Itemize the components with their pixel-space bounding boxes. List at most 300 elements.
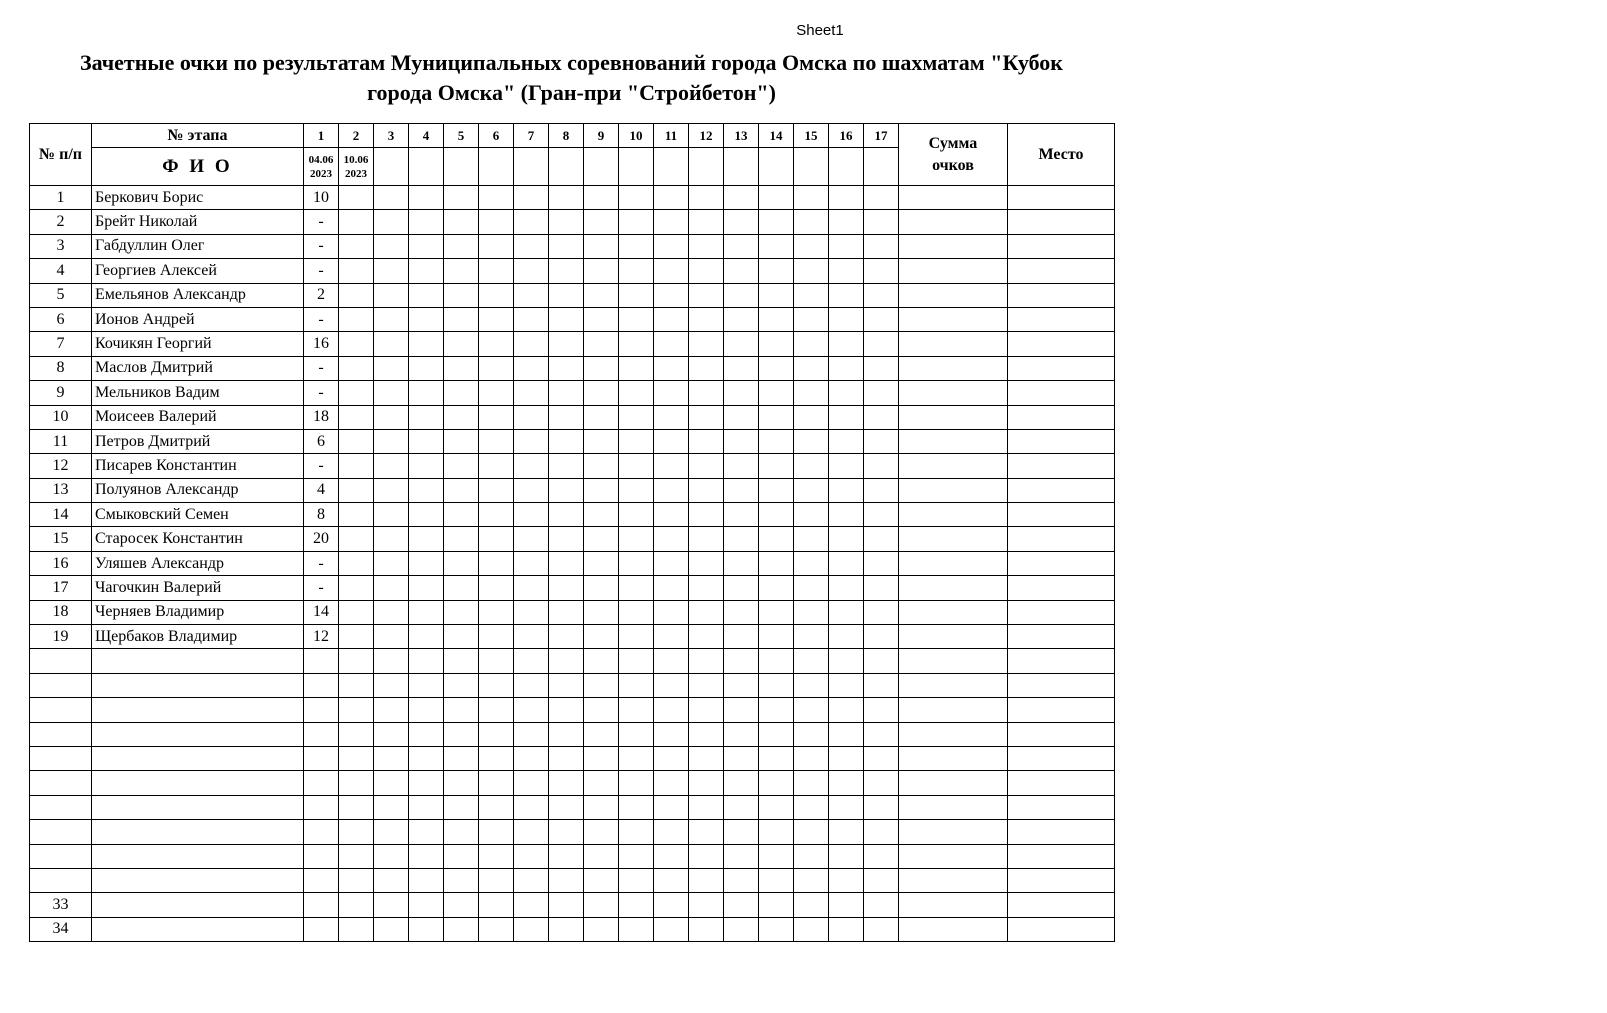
stage-score-cell — [514, 625, 549, 649]
stage-score-cell — [479, 454, 514, 478]
stage-score-cell — [549, 307, 584, 331]
stage-score-cell — [724, 771, 759, 795]
stage-score-cell — [794, 381, 829, 405]
stage-score-cell — [829, 722, 864, 746]
stage-score-cell — [619, 795, 654, 819]
stage-score-cell — [339, 307, 374, 331]
stage-score-cell — [724, 893, 759, 917]
header-stage-number: 17 — [864, 124, 899, 148]
player-name — [92, 673, 304, 697]
stage-score-cell — [619, 868, 654, 892]
row-number: 14 — [30, 503, 92, 527]
stage-score-cell — [689, 405, 724, 429]
stage-score-cell — [759, 844, 794, 868]
stage-score-cell — [864, 820, 899, 844]
stage-score-cell — [374, 698, 409, 722]
stage-score-cell — [864, 625, 899, 649]
stage-score-cell: - — [304, 551, 339, 575]
stage-score-cell: 12 — [304, 625, 339, 649]
stage-score-cell — [444, 234, 479, 258]
stage-score-cell: - — [304, 234, 339, 258]
player-name: Чагочкин Валерий — [92, 576, 304, 600]
stage-score-cell — [724, 332, 759, 356]
header-date-empty — [514, 148, 549, 186]
player-name: Черняев Владимир — [92, 600, 304, 624]
stage-score-cell — [409, 527, 444, 551]
stage-score-cell — [759, 576, 794, 600]
stage-score-cell — [374, 381, 409, 405]
player-name — [92, 771, 304, 795]
row-number: 13 — [30, 478, 92, 502]
stage-score-cell — [654, 868, 689, 892]
stage-score-cell — [304, 795, 339, 819]
stage-score-cell — [724, 673, 759, 697]
stage-score-cell — [514, 332, 549, 356]
stage-score-cell — [374, 844, 409, 868]
stage-score-cell — [479, 746, 514, 770]
row-number: 33 — [30, 893, 92, 917]
place-cell — [1008, 307, 1115, 331]
table-row — [30, 844, 1115, 868]
stage-score-cell — [409, 307, 444, 331]
place-cell — [1008, 893, 1115, 917]
place-cell — [1008, 600, 1115, 624]
stage-score-cell — [619, 503, 654, 527]
stage-score-cell — [549, 771, 584, 795]
header-stage-number: 13 — [724, 124, 759, 148]
player-name — [92, 893, 304, 917]
stage-score-cell — [339, 844, 374, 868]
stage-score-cell — [514, 356, 549, 380]
sum-cell — [899, 722, 1008, 746]
stage-score-cell — [584, 283, 619, 307]
place-cell — [1008, 771, 1115, 795]
place-cell — [1008, 698, 1115, 722]
stage-score-cell — [339, 478, 374, 502]
stage-score-cell — [549, 917, 584, 941]
place-cell — [1008, 649, 1115, 673]
stage-score-cell — [444, 893, 479, 917]
stage-score-cell — [619, 844, 654, 868]
stage-score-cell — [444, 381, 479, 405]
stage-score-cell — [584, 698, 619, 722]
stage-score-cell — [759, 210, 794, 234]
stage-score-cell — [374, 917, 409, 941]
stage-score-cell — [444, 478, 479, 502]
stage-score-cell — [724, 454, 759, 478]
stage-score-cell — [374, 259, 409, 283]
header-place: Место — [1008, 124, 1115, 186]
stage-score-cell — [794, 234, 829, 258]
stage-score-cell — [829, 576, 864, 600]
header-date-empty — [409, 148, 444, 186]
player-name: Писарев Константин — [92, 454, 304, 478]
row-number: 34 — [30, 917, 92, 941]
stage-score-cell — [339, 746, 374, 770]
stage-score-cell — [654, 698, 689, 722]
stage-score-cell — [724, 381, 759, 405]
stage-score-cell — [514, 283, 549, 307]
stage-score-cell — [654, 795, 689, 819]
header-stage-number: 6 — [479, 124, 514, 148]
table-row — [30, 576, 1115, 600]
stage-score-cell — [409, 356, 444, 380]
stage-score-cell — [654, 600, 689, 624]
stage-score-cell — [549, 356, 584, 380]
stage-score-cell — [409, 551, 444, 575]
stage-score-cell — [479, 259, 514, 283]
stage-score-cell — [619, 381, 654, 405]
stage-score-cell — [444, 454, 479, 478]
stage-score-cell — [759, 868, 794, 892]
stage-score-cell — [724, 356, 759, 380]
stage-score-cell — [444, 625, 479, 649]
header-date-empty — [654, 148, 689, 186]
stage-score-cell: - — [304, 381, 339, 405]
stage-score-cell — [689, 600, 724, 624]
sum-cell — [899, 698, 1008, 722]
stage-score-cell — [374, 454, 409, 478]
header-date-empty — [549, 148, 584, 186]
stage-score-cell — [759, 307, 794, 331]
stage-score-cell — [339, 210, 374, 234]
place-cell — [1008, 673, 1115, 697]
stage-score-cell — [304, 649, 339, 673]
table-row — [30, 868, 1115, 892]
stage-score-cell — [444, 405, 479, 429]
stage-score-cell — [794, 771, 829, 795]
header-sum-line-2: очков — [932, 156, 974, 174]
stage-score-cell — [409, 698, 444, 722]
stage-score-cell — [374, 771, 409, 795]
stage-score-cell — [374, 186, 409, 210]
table-row — [30, 234, 1115, 258]
stage-score-cell — [374, 868, 409, 892]
stage-score-cell — [619, 625, 654, 649]
stage-score-cell — [374, 503, 409, 527]
stage-score-cell — [514, 795, 549, 819]
stage-score-cell — [689, 283, 724, 307]
stage-score-cell — [759, 454, 794, 478]
row-number: 11 — [30, 429, 92, 453]
header-date-empty — [374, 148, 409, 186]
row-number: 2 — [30, 210, 92, 234]
stage-score-cell — [619, 332, 654, 356]
stage-score-cell — [794, 844, 829, 868]
stage-score-cell — [724, 625, 759, 649]
stage-score-cell: - — [304, 454, 339, 478]
stage-score-cell — [724, 576, 759, 600]
stage-score-cell — [829, 503, 864, 527]
stage-score-cell — [759, 429, 794, 453]
stage-score-cell — [444, 210, 479, 234]
stage-score-cell — [724, 746, 759, 770]
header-stage-number: 7 — [514, 124, 549, 148]
header-stage-number: 12 — [689, 124, 724, 148]
sum-cell — [899, 429, 1008, 453]
stage-score-cell — [409, 576, 444, 600]
player-name: Емельянов Александр — [92, 283, 304, 307]
stage-score-cell — [689, 698, 724, 722]
stage-score-cell — [339, 283, 374, 307]
stage-score-cell — [794, 259, 829, 283]
header-date-year: 2023 — [345, 167, 367, 180]
stage-score-cell — [444, 844, 479, 868]
header-date-empty — [794, 148, 829, 186]
stage-score-cell — [864, 795, 899, 819]
stage-score-cell — [409, 844, 444, 868]
stage-score-cell — [654, 259, 689, 283]
stage-score-cell — [829, 356, 864, 380]
stage-score-cell — [479, 405, 514, 429]
stage-score-cell — [479, 283, 514, 307]
stage-score-cell — [409, 820, 444, 844]
stage-score-cell — [689, 307, 724, 331]
stage-score-cell — [654, 405, 689, 429]
row-number — [30, 649, 92, 673]
stage-score-cell — [549, 405, 584, 429]
stage-score-cell — [409, 746, 444, 770]
stage-score-cell — [619, 283, 654, 307]
stage-score-cell — [689, 625, 724, 649]
stage-score-cell — [584, 649, 619, 673]
stage-score-cell — [864, 332, 899, 356]
player-name: Щербаков Владимир — [92, 625, 304, 649]
stage-score-cell — [304, 820, 339, 844]
stage-score-cell — [374, 478, 409, 502]
stage-score-cell — [549, 795, 584, 819]
stage-score-cell: 10 — [304, 186, 339, 210]
stage-score-cell — [654, 673, 689, 697]
stage-score-cell — [829, 625, 864, 649]
stage-score-cell — [864, 698, 899, 722]
sum-cell — [899, 576, 1008, 600]
stage-score-cell — [654, 283, 689, 307]
stage-score-cell — [794, 405, 829, 429]
row-number — [30, 746, 92, 770]
title-line-1: Зачетные очки по результатам Муниципальных соревнований города Омска по шахматам "Кубок — [80, 50, 1063, 75]
table-row — [30, 527, 1115, 551]
stage-score-cell — [374, 820, 409, 844]
stage-score-cell — [479, 722, 514, 746]
stage-score-cell — [794, 503, 829, 527]
stage-score-cell — [864, 917, 899, 941]
stage-score-cell — [619, 454, 654, 478]
stage-score-cell — [374, 332, 409, 356]
stage-score-cell — [829, 210, 864, 234]
stage-score-cell — [339, 381, 374, 405]
table-row — [30, 771, 1115, 795]
stage-score-cell — [724, 186, 759, 210]
table-row — [30, 820, 1115, 844]
stage-score-cell — [829, 405, 864, 429]
stage-score-cell — [374, 795, 409, 819]
stage-score-cell — [584, 795, 619, 819]
player-name: Маслов Дмитрий — [92, 356, 304, 380]
stage-score-cell — [374, 746, 409, 770]
stage-score-cell — [549, 527, 584, 551]
place-cell — [1008, 625, 1115, 649]
stage-score-cell — [724, 820, 759, 844]
stage-score-cell — [689, 527, 724, 551]
stage-score-cell — [689, 771, 724, 795]
stage-score-cell — [444, 356, 479, 380]
stage-score-cell — [619, 600, 654, 624]
stage-score-cell — [724, 917, 759, 941]
stage-score-cell: - — [304, 307, 339, 331]
stage-score-cell — [794, 186, 829, 210]
stage-score-cell — [619, 405, 654, 429]
stage-score-cell — [514, 820, 549, 844]
stage-score-cell — [654, 478, 689, 502]
stage-score-cell — [864, 868, 899, 892]
stage-score-cell — [479, 795, 514, 819]
table-row — [30, 551, 1115, 575]
place-cell — [1008, 722, 1115, 746]
stage-score-cell — [724, 649, 759, 673]
stage-score-cell — [759, 625, 794, 649]
stage-score-cell — [619, 722, 654, 746]
stage-score-cell — [409, 405, 444, 429]
place-cell — [1008, 844, 1115, 868]
stage-score-cell — [619, 551, 654, 575]
stage-score-cell: - — [304, 259, 339, 283]
stage-score-cell — [444, 868, 479, 892]
stage-score-cell — [654, 332, 689, 356]
stage-score-cell — [829, 429, 864, 453]
stage-score-cell — [654, 429, 689, 453]
stage-score-cell — [409, 186, 444, 210]
stage-score-cell — [409, 429, 444, 453]
place-cell — [1008, 429, 1115, 453]
stage-score-cell — [514, 844, 549, 868]
stage-score-cell — [864, 673, 899, 697]
page-title — [29, 48, 1114, 108]
stage-score-cell — [584, 820, 619, 844]
table-row — [30, 405, 1115, 429]
stage-score-cell — [794, 551, 829, 575]
table-row — [30, 722, 1115, 746]
row-number — [30, 795, 92, 819]
stage-score-cell — [724, 527, 759, 551]
header-stage-number: 11 — [654, 124, 689, 148]
stage-score-cell — [759, 893, 794, 917]
stage-score-cell — [514, 893, 549, 917]
stage-score-cell: 16 — [304, 332, 339, 356]
sum-cell — [899, 283, 1008, 307]
stage-score-cell — [549, 746, 584, 770]
stage-score-cell — [514, 527, 549, 551]
stage-score-cell — [479, 868, 514, 892]
stage-score-cell — [689, 454, 724, 478]
header-stage-number: 8 — [549, 124, 584, 148]
stage-score-cell — [724, 259, 759, 283]
stage-score-cell — [514, 381, 549, 405]
header-stage-number: 2 — [339, 124, 374, 148]
stage-score-cell — [864, 381, 899, 405]
stage-score-cell — [689, 673, 724, 697]
stage-score-cell — [479, 332, 514, 356]
stage-score-cell — [444, 332, 479, 356]
stage-score-cell — [724, 405, 759, 429]
stage-score-cell — [619, 307, 654, 331]
stage-score-cell — [584, 405, 619, 429]
sum-cell — [899, 844, 1008, 868]
stage-score-cell — [794, 478, 829, 502]
place-cell — [1008, 551, 1115, 575]
stage-score-cell — [514, 576, 549, 600]
stage-score-cell — [479, 625, 514, 649]
stage-score-cell — [689, 186, 724, 210]
place-cell — [1008, 868, 1115, 892]
place-cell — [1008, 332, 1115, 356]
stage-score-cell — [829, 868, 864, 892]
stage-score-cell — [339, 332, 374, 356]
place-cell — [1008, 527, 1115, 551]
player-name: Моисеев Валерий — [92, 405, 304, 429]
stage-score-cell — [619, 893, 654, 917]
player-name: Петров Дмитрий — [92, 429, 304, 453]
stage-score-cell — [759, 381, 794, 405]
row-number: 4 — [30, 259, 92, 283]
stage-score-cell: 6 — [304, 429, 339, 453]
sum-cell — [899, 405, 1008, 429]
stage-score-cell — [619, 820, 654, 844]
stage-score-cell — [724, 210, 759, 234]
place-cell — [1008, 259, 1115, 283]
stage-score-cell — [654, 454, 689, 478]
stage-score-cell — [339, 722, 374, 746]
stage-score-cell — [759, 917, 794, 941]
stage-score-cell — [549, 503, 584, 527]
stage-score-cell — [409, 868, 444, 892]
header-date-empty — [829, 148, 864, 186]
sum-cell — [899, 868, 1008, 892]
stage-score-cell — [409, 259, 444, 283]
player-name: Ионов Андрей — [92, 307, 304, 331]
stage-score-cell — [304, 917, 339, 941]
stage-score-cell — [829, 649, 864, 673]
stage-score-cell — [584, 259, 619, 283]
header-date-empty — [689, 148, 724, 186]
stage-score-cell — [619, 771, 654, 795]
stage-score-cell — [759, 673, 794, 697]
stage-score-cell — [654, 356, 689, 380]
place-cell — [1008, 820, 1115, 844]
stage-score-cell — [549, 332, 584, 356]
header-date-empty — [584, 148, 619, 186]
stage-score-cell — [549, 234, 584, 258]
stage-score-cell — [514, 234, 549, 258]
stage-score-cell — [689, 551, 724, 575]
stage-score-cell — [304, 698, 339, 722]
stage-score-cell — [444, 576, 479, 600]
stage-score-cell — [619, 210, 654, 234]
stage-score-cell — [794, 576, 829, 600]
row-number: 17 — [30, 576, 92, 600]
stage-score-cell — [514, 478, 549, 502]
stage-score-cell — [584, 234, 619, 258]
place-cell — [1008, 746, 1115, 770]
stage-score-cell — [514, 551, 549, 575]
stage-score-cell — [549, 698, 584, 722]
table-row — [30, 429, 1115, 453]
header-stage-number: 9 — [584, 124, 619, 148]
stage-score-cell — [549, 868, 584, 892]
stage-score-cell — [654, 503, 689, 527]
table-row — [30, 332, 1115, 356]
stage-score-cell — [794, 820, 829, 844]
